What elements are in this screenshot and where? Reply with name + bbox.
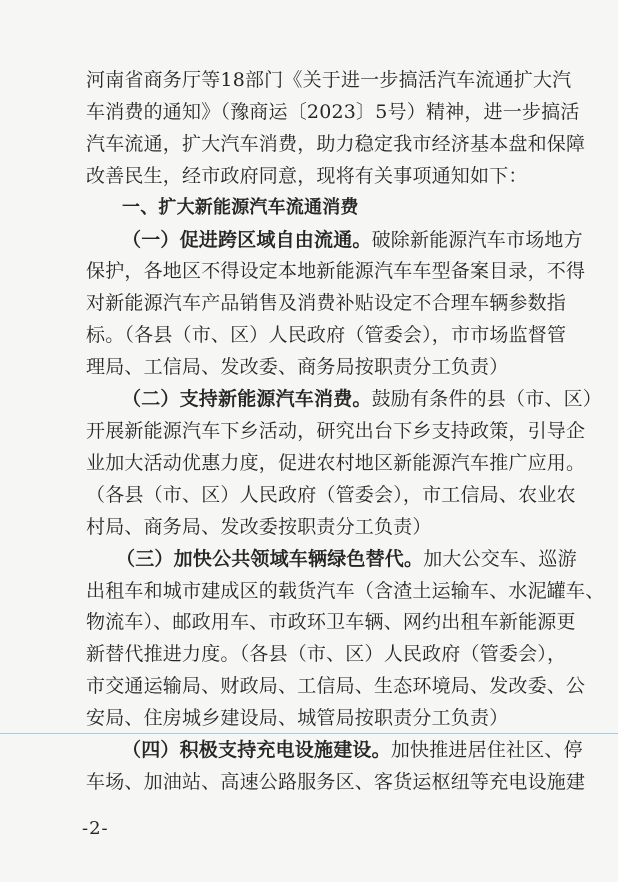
text-line: 市交通运输局、财政局、工信局、生态环境局、发改委、公	[86, 675, 586, 697]
text-line: 标。（各县（市、区）人民政府（管委会），市市场监督管	[86, 324, 567, 346]
text-line: 村局、商务局、发改委按职责分工负责）	[86, 516, 432, 538]
text-line: 出租车和城市建成区的载货汽车（含渣土运输车、水泥罐车、	[86, 580, 605, 602]
item-title: （二）支持新能源汽车消费。	[122, 388, 372, 410]
text-line: 保护，各地区不得设定本地新能源汽车车型备案目录，不得	[86, 260, 586, 282]
item-text: 加快推进居住社区、停	[390, 739, 583, 761]
item-title: （三）加快公共领域车辆绿色替代。	[116, 548, 424, 570]
blue-rule-line	[0, 733, 618, 734]
item-first-line	[122, 228, 583, 252]
item-first-line	[122, 387, 603, 411]
text-line: 新替代推进力度。（各县（市、区）人民政府（管委会），	[86, 643, 567, 665]
text-line: （各县（市、区）人民政府（管委会），市工信局、农业农	[86, 484, 576, 506]
item-text: 加大公交车、巡游	[423, 548, 577, 570]
section-heading: 一、扩大新能源汽车流通消费	[122, 197, 359, 218]
text-line: 车场、加油站、高速公路服务区、客货运枢纽等充电设施建	[86, 771, 586, 793]
item-first-line	[122, 738, 583, 762]
text-line: 河南省商务厅等18部门《关于进一步搞活汽车流通扩大汽	[86, 69, 572, 91]
item-text: 鼓励有条件的县（市、区）	[371, 388, 603, 410]
text-line: 对新能源汽车产品销售及消费补贴设定不合理车辆参数指	[86, 292, 567, 314]
text-line: 安局、住房城乡建设局、城管局按职责分工负责）	[86, 707, 509, 729]
text-line: 汽车流通，扩大汽车消费，助力稳定我市经济基本盘和保障	[86, 133, 586, 155]
text-line: 业加大活动优惠力度，促进农村地区新能源汽车推广应用。	[86, 452, 586, 474]
item-title: （一）促进跨区域自由流通。	[122, 229, 372, 251]
text-line: 车消费的通知》（豫商运〔2023〕5号）精神，进一步搞活	[86, 101, 580, 123]
item-text: 破除新能源汽车市场地方	[371, 229, 583, 251]
text-line: 改善民生，经市政府同意，现将有关事项通知如下：	[86, 165, 528, 187]
item-title: （四）积极支持充电设施建设。	[122, 739, 391, 761]
text-line: 开展新能源汽车下乡活动，研究出台下乡支持政策，引导企	[86, 420, 586, 442]
text-line: 理局、工信局、发改委、商务局按职责分工负责）	[86, 356, 509, 378]
text-line: 物流车）、邮政用车、市政环卫车辆、网约出租车新能源更	[86, 611, 576, 633]
item-first-line	[116, 547, 577, 571]
page-number: -2-	[82, 818, 109, 839]
